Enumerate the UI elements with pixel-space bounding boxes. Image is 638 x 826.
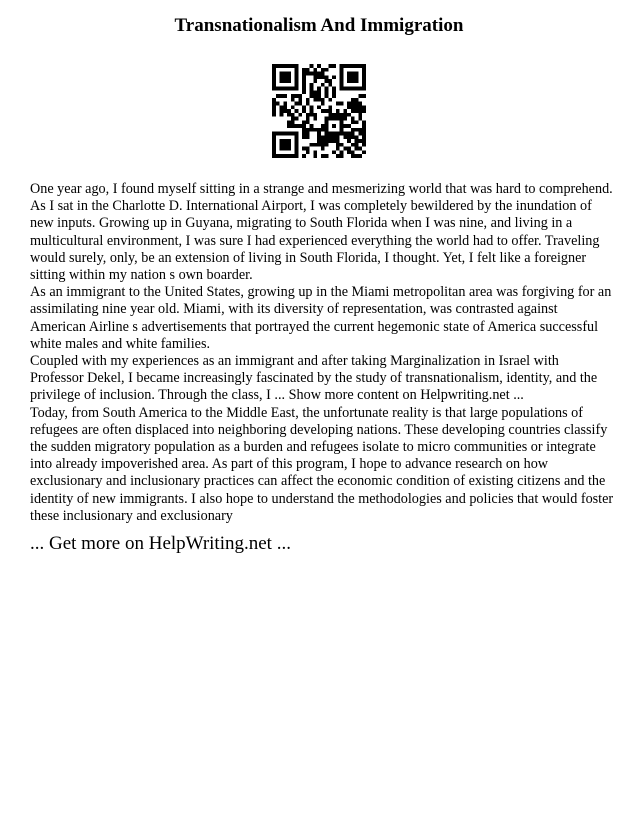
paragraph: Today, from South America to the Middle East, the unfortunate reality is that large populations of refugees are often displaced into neighboring developing nations. These developing countries classify the sudden migratory population as a burden and refugees isolate to micro communities or integrate into already impoverished area. As part of this program, I hope to advance research on how exclusionary and inclusionary practices can affect the economic condition of existing citizens and the identity of new immigrants. I also hope to understand the methodologies and policies that would foster these inclusionary and exclusionary [30,404,614,524]
document-body [30,181,614,525]
get-more-link[interactable]: ... Get more on HelpWriting.net ... [30,533,291,554]
page-title: Transnationalism And Immigration [174,15,464,36]
paragraph: As an immigrant to the United States, growing up in the Miami metropolitan area was forgiving for an assimilating nine year old. Miami, with its diversity of representation, was contrasted against American Airline s advertisements that portrayed the current hegemonic state of America successful white males and white families. [30,284,612,352]
qr-code-icon [272,64,366,158]
paragraph: One year ago, I found myself sitting in a strange and mesmerizing world that was hard to comprehend. As I sat in the Charlotte D. International Airport, I was completely bewildered by the inundation of new inputs. Growing up in Guyana, migrating to South Florida when I was nine, and living in a multicultural environment, I was sure I had experienced everything the world had to offer. Traveling would surely, only, be an extension of living in South Florida, I thought. Yet, I felt like a foreigner sitting within my nation s own boarder. [30,181,613,284]
paragraph: Coupled with my experiences as an immigrant and after taking Marginalization in Israel with Professor Dekel, I became increasingly fascinated by the study of transnationalism, identity, and the privilege of inclusion. Through the class, I ... Show more content on Helpwriting.net ... [30,353,598,404]
